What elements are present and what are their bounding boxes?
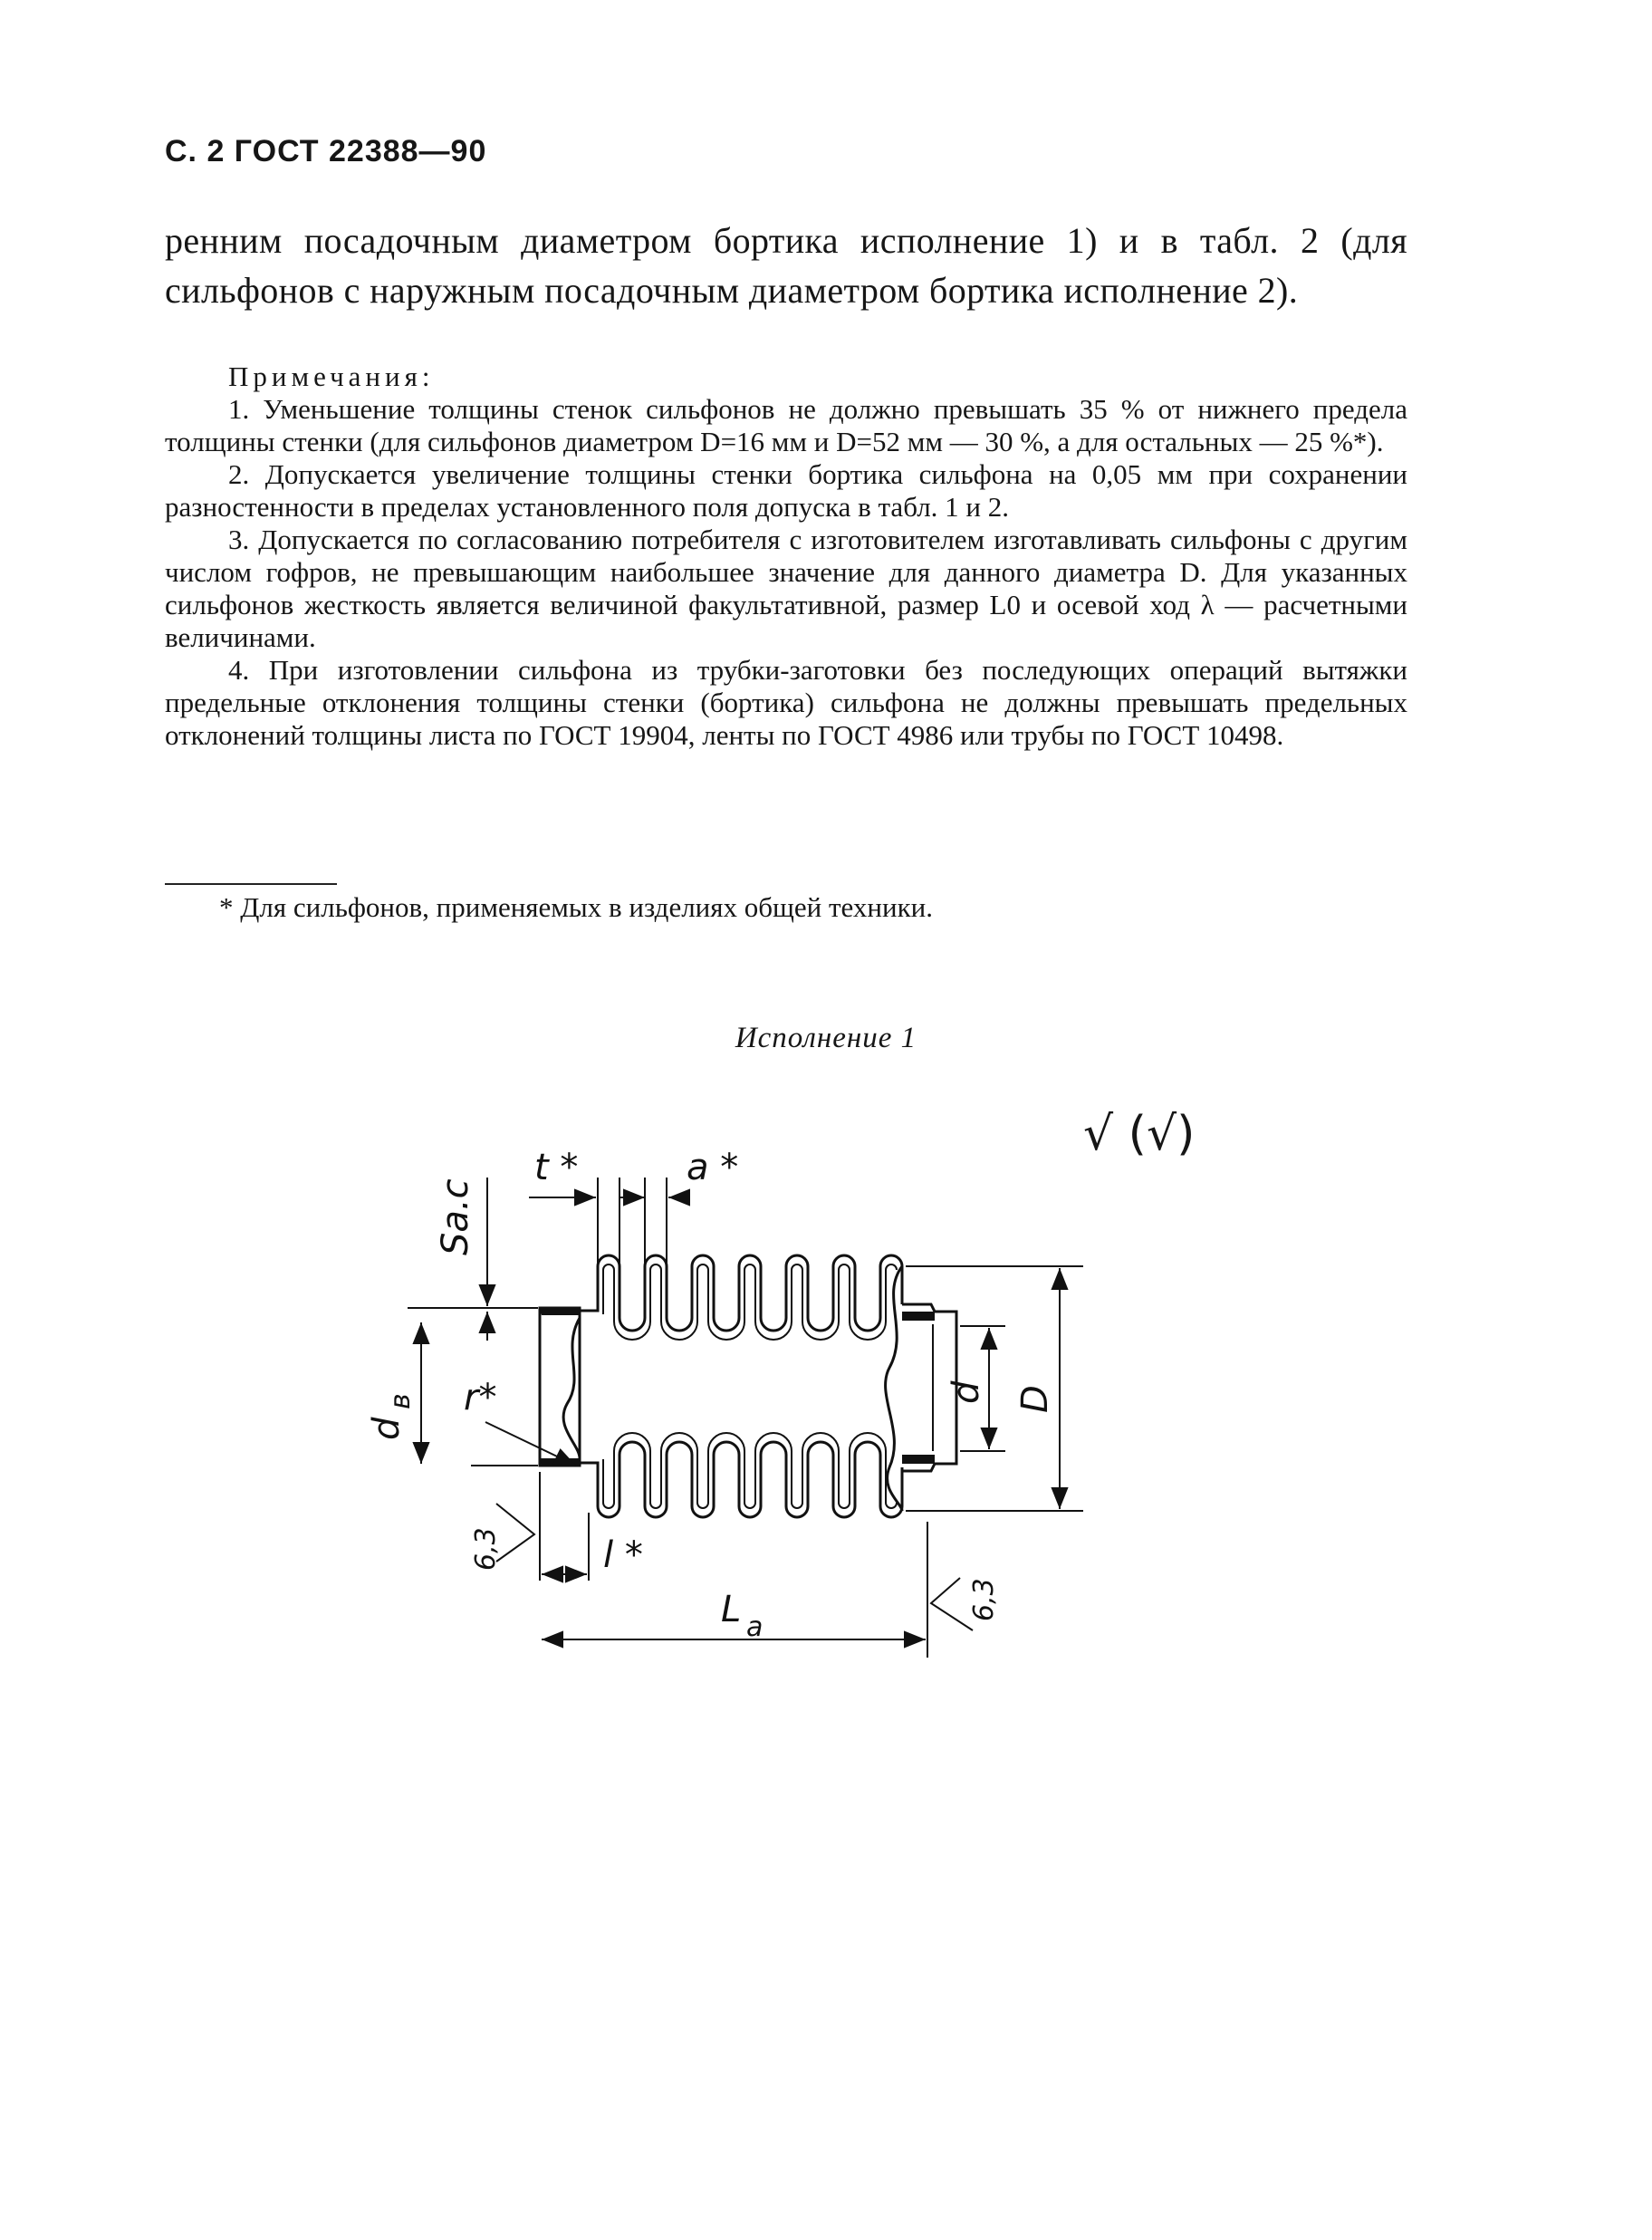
roughness-mark: √ (√) xyxy=(1083,1107,1196,1161)
note-item: 2. Допускается увеличение толщины стенки бортика сильфона на 0,05 мм при сохранении разностенности в пределах установленного поля допуска в табл. 1 и 2. xyxy=(165,458,1407,523)
roughness-right-tick xyxy=(931,1578,973,1630)
dim-label-D: D xyxy=(1014,1385,1056,1413)
intro-paragraph: ренним посадочным диаметром бортика исполнение 1) и в табл. 2 (для сильфонов с наружным посадочным диаметром бортика исполнение 2). xyxy=(165,220,1407,311)
dim-label-r: r* xyxy=(464,1377,497,1418)
left-collar-wall xyxy=(540,1308,580,1315)
note-item: 4. При изготовлении сильфона из трубки-заготовки без последующих операций вытяжки предельные отклонения толщины стенки (бортика) сильфона не должны превышать предельных отклонений толщины листа по ГОСТ 19904, ленты по ГОСТ 4986 или трубы по ГОСТ 10498. xyxy=(165,654,1407,751)
figure-caption: Исполнение 1 xyxy=(735,1022,917,1054)
dim-label-La: L xyxy=(721,1589,742,1630)
dim-label-l: l * xyxy=(603,1534,643,1576)
dim-label-a: a * xyxy=(687,1147,739,1188)
roughness-left-value: 6,3 xyxy=(470,1527,502,1571)
footnote: * Для сильфонов, применяемых в изделиях общей техники. xyxy=(219,891,933,923)
left-break-line xyxy=(563,1318,580,1458)
dim-label-La-sub: a xyxy=(746,1611,764,1643)
dim-label-s: Sa.c xyxy=(435,1178,476,1255)
dim-label-t: t * xyxy=(534,1147,579,1188)
note-item: 1. Уменьшение толщины стенок сильфонов не должно превышать 35 % от нижнего предела толщины стенки (для сильфонов диаметром D=16 мм и D=52 мм — 30 %, а для остальных — 25 %*). xyxy=(165,393,1407,457)
note-item: 3. Допускается по согласованию потребителя с изготовителем изготавливать сильфоны с другим числом гофров, не превышающим наибольшее значение для данного диаметра D. Для указанных сильфонов жесткость является величиной факультативной, размер L0 и осевой ход λ — расчетными величинами. xyxy=(165,524,1407,653)
right-break-line xyxy=(886,1266,902,1511)
roughness-left-tick xyxy=(496,1504,534,1562)
roughness-right-value: 6,3 xyxy=(968,1578,1000,1621)
bellows-corrugations xyxy=(580,1255,902,1331)
page-header: С. 2 ГОСТ 22388—90 xyxy=(165,134,487,168)
notes-title: Примечания: xyxy=(228,361,435,392)
dim-label-d: d xyxy=(946,1380,987,1404)
dim-label-db-sub: в xyxy=(385,1393,417,1409)
dim-label-db: d xyxy=(366,1417,408,1440)
